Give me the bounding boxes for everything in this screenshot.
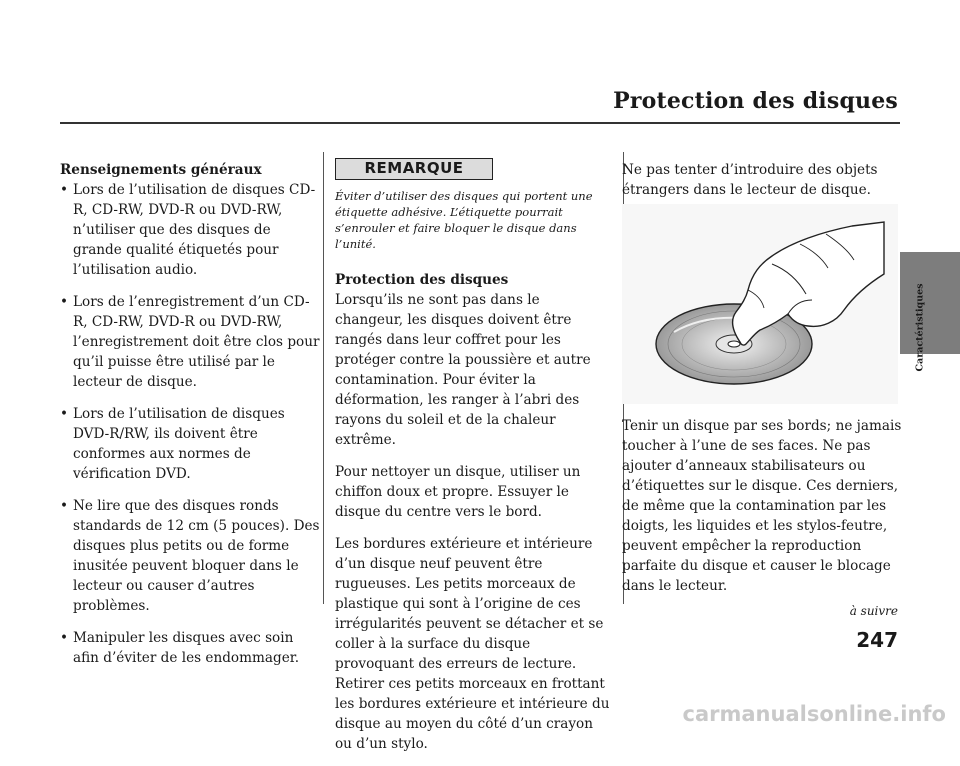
column-general-info: [60, 160, 322, 680]
list-item-text: Lors de l’enregistrement d’un CD-R, CD-RW, DVD-R ou DVD-RW, l’enregistrement doit être clos pour qu’il puisse être utilisé par le lecteur de disque.: [73, 294, 320, 390]
chapter-tab: [900, 252, 960, 354]
paragraph: Pour nettoyer un disque, utiliser un chiffon doux et propre. Essuyer le disque du centre vers le bord.: [335, 464, 581, 520]
list-item-text: Manipuler les disques avec soin afin d’éviter de les endommager.: [73, 630, 300, 666]
list-item: [60, 292, 322, 392]
chapter-label: Caractéristiques: [914, 283, 926, 372]
hand-holding-disc-icon: [622, 204, 898, 404]
list-item: [60, 404, 322, 484]
watermark: carmanualsonline.info: [682, 702, 946, 726]
column-handling: [622, 160, 902, 608]
list-item: [60, 496, 322, 616]
general-info-list: [60, 180, 322, 668]
section-heading-general: Renseignements généraux: [60, 162, 262, 178]
bullet-icon: •: [60, 498, 69, 514]
bullet-icon: •: [60, 630, 69, 646]
list-item-text: Lors de l’utilisation de disques DVD-R/RW, ils doivent être conformes aux normes de vérification DVD.: [73, 406, 285, 482]
notice-badge: REMARQUE: [335, 158, 493, 180]
bullet-icon: •: [60, 406, 69, 422]
notice-text: Éviter d’utiliser des disques qui portent une étiquette adhésive. L’étiquette pourrait s’enrouler et faire bloquer le disque dans l’unité.: [335, 189, 593, 251]
column-disc-protection: [335, 158, 611, 766]
paragraph: Les bordures extérieure et intérieure d’un disque neuf peuvent être rugueuses. Les petits morceaux de plastique qui sont à l’origine de ces irrégularités peuvent se détacher et se coller à la surface du disque provoquant des erreurs de lecture. Retirer ces petits morceaux en frottant les bordures extérieure et intérieure du disque au moyen du côté d’un crayon ou d’un stylo.: [335, 536, 610, 752]
list-item-text: Lors de l’utilisation de disques CD-R, CD-RW, DVD-R ou DVD-RW, n’utiliser que des disques de grande qualité étiquetés pour l’utilisation audio.: [73, 182, 316, 278]
paragraph-intro: Ne pas tenter d’introduire des objets étrangers dans le lecteur de disque.: [622, 162, 878, 198]
list-item-text: Ne lire que des disques ronds standards de 12 cm (5 pouces). Des disques plus petits ou de forme inusitée peuvent bloquer dans le lecteur ou causer d’autres problèmes.: [73, 498, 320, 614]
paragraph: Lorsqu’ils ne sont pas dans le changeur, les disques doivent être rangés dans leur coffret pour les protéger contre la poussière et autre contamination. Pour éviter la déformation, les ranger à l’abri des rayons du soleil et de la chaleur extrême.: [335, 292, 591, 448]
bullet-icon: •: [60, 294, 69, 310]
page-title: Protection des disques: [613, 88, 898, 114]
page-number: 247: [856, 628, 898, 652]
list-item: [60, 180, 322, 280]
bullet-icon: •: [60, 182, 69, 198]
column-divider-1: [323, 152, 324, 604]
list-item: [60, 628, 322, 668]
paragraph-handling: Tenir un disque par ses bords; ne jamais toucher à l’une de ses faces. Ne pas ajouter d’anneaux stabilisateurs ou d’étiquettes sur le disque. Ces derniers, de même que la contamination par les doigts, les liquides et les stylos-feutre, peuvent empêcher la reproduction parfaite du disque et causer le blocage dans le lecteur.: [622, 418, 902, 594]
header-divider: [60, 122, 900, 124]
continued-note: à suivre: [849, 604, 898, 618]
section-heading-protection: Protection des disques: [335, 272, 509, 288]
